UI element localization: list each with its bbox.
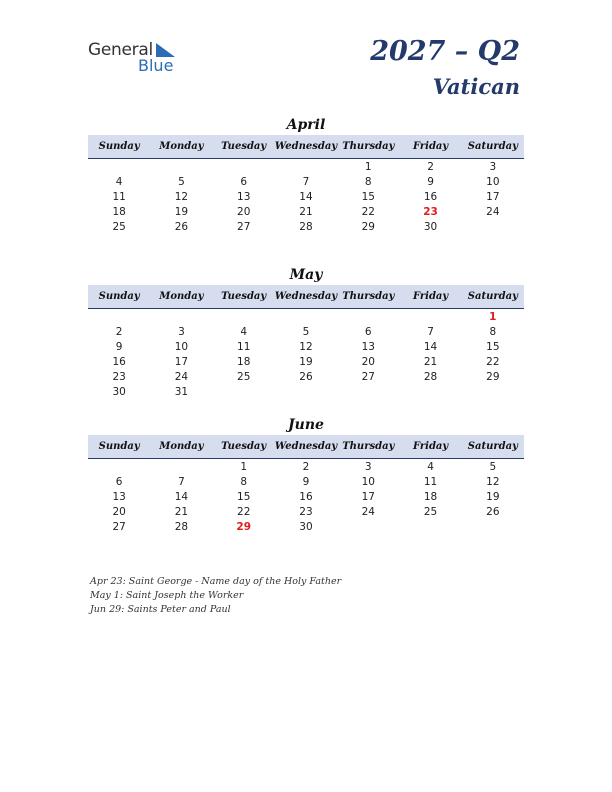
day-cell: 24 [174,370,189,383]
day-cell: 11 [112,190,126,203]
month-name: June [288,417,324,433]
day-cell: 12 [174,190,189,203]
week-row [88,384,524,399]
week-row [88,189,524,204]
weekday-label: Wednesday [274,291,338,302]
week-row [88,339,524,354]
day-cell: 12 [299,340,313,353]
day-cell: 17 [361,490,375,503]
generalblue-logo [88,40,188,80]
day-cell: 5 [178,175,185,188]
day-cell: 6 [115,475,123,488]
weekday-label: Thursday [342,441,395,452]
day-cell: 1 [364,160,372,173]
weekday-label: Wednesday [274,441,338,452]
weekday-label: Thursday [342,141,395,152]
weekday-header-row [88,285,524,309]
day-cell: 30 [423,220,438,233]
day-cell: 20 [237,205,251,218]
day-cell: 20 [361,355,375,368]
logo-text-blue: Blue [138,56,174,75]
day-cell: 8 [489,325,497,338]
weekday-label: Friday [412,441,449,452]
day-cell: 10 [361,475,375,488]
page-subtitle: Vatican [432,74,520,99]
day-cell: 1 [240,460,248,473]
day-cell: 28 [423,370,438,383]
day-cell: 27 [361,370,375,383]
day-cell: 30 [112,385,126,398]
week-row [88,219,524,234]
holiday-note: May 1: Saint Joseph the Worker [90,590,244,601]
month-calendar-april [88,115,524,234]
day-cell: 25 [112,220,126,233]
day-cell: 15 [361,190,375,203]
day-cell: 15 [237,490,251,503]
weekday-label: Monday [159,141,204,152]
holiday-day-cell: 29 [236,520,252,533]
page-title: 2027 – Q2 [370,36,520,67]
day-cell: 9 [115,340,123,353]
day-cell: 20 [112,505,126,518]
day-cell: 22 [361,205,375,218]
day-cell: 6 [240,175,248,188]
day-cell: 18 [237,355,251,368]
weekday-header-row [88,435,524,459]
day-cell: 22 [237,505,251,518]
month-name: May [289,267,323,283]
day-cell: 5 [302,325,310,338]
weekday-label: Saturday [467,141,518,152]
day-cell: 17 [174,355,189,368]
day-cell: 12 [486,475,500,488]
day-cell: 24 [361,505,375,518]
week-row [88,159,524,174]
day-cell: 9 [302,475,310,488]
day-cell: 18 [423,490,438,503]
week-row [88,324,524,339]
day-cell: 2 [427,160,434,173]
day-cell: 25 [237,370,251,383]
day-cell: 17 [486,190,500,203]
day-cell: 24 [486,205,500,218]
logo-text-general: General [88,40,153,60]
week-row [88,174,524,189]
weekday-label: Friday [412,141,449,152]
day-cell: 10 [174,340,189,353]
day-cell: 7 [427,325,434,338]
day-cell: 2 [115,325,123,338]
day-cell: 15 [486,340,500,353]
month-calendar-may [88,265,524,399]
day-cell: 4 [427,460,434,473]
day-cell: 29 [486,370,500,383]
week-row [88,489,524,504]
day-cell: 6 [364,325,372,338]
month-calendar-june [88,415,524,534]
day-cell: 23 [299,505,313,518]
day-cell: 5 [489,460,497,473]
day-cell: 10 [486,175,500,188]
day-cell: 19 [299,355,313,368]
day-cell: 18 [112,205,126,218]
week-row [88,459,524,474]
weekday-label: Thursday [342,291,395,302]
day-cell: 27 [112,520,126,533]
weekday-label: Tuesday [221,291,267,302]
week-row [88,369,524,384]
day-cell: 3 [489,160,497,173]
day-cell: 30 [299,520,313,533]
day-cell: 13 [112,490,126,503]
weekday-label: Monday [159,291,204,302]
weekday-label: Sunday [98,141,140,152]
week-row [88,309,524,324]
day-cell: 29 [361,220,375,233]
week-row [88,204,524,219]
day-cell: 13 [237,190,251,203]
day-cell: 19 [486,490,500,503]
day-cell: 27 [237,220,251,233]
day-cell: 11 [423,475,438,488]
weekday-label: Sunday [98,291,140,302]
day-cell: 7 [178,475,185,488]
day-cell: 21 [174,505,189,518]
day-cell: 14 [423,340,438,353]
weekday-label: Sunday [98,441,140,452]
day-cell: 9 [427,175,434,188]
day-cell: 7 [302,175,310,188]
day-cell: 4 [115,175,123,188]
holiday-day-cell: 1 [489,310,497,323]
weekday-header-row [88,135,524,159]
weekday-label: Saturday [467,441,518,452]
day-cell: 26 [486,505,500,518]
day-cell: 26 [174,220,189,233]
week-row [88,504,524,519]
holiday-note: Jun 29: Saints Peter and Paul [90,604,231,615]
holiday-note: Apr 23: Saint George - Name day of the Holy Father [90,576,342,587]
month-name: April [286,117,326,133]
week-row [88,474,524,489]
weekday-label: Wednesday [274,141,338,152]
holiday-notes [90,575,341,617]
holiday-day-cell: 23 [423,205,438,218]
weekday-label: Monday [159,441,204,452]
day-cell: 13 [361,340,375,353]
day-cell: 21 [299,205,313,218]
day-cell: 16 [299,490,313,503]
day-cell: 25 [423,505,438,518]
day-cell: 8 [364,175,372,188]
day-cell: 23 [112,370,126,383]
day-cell: 14 [299,190,313,203]
day-cell: 3 [178,325,185,338]
day-cell: 16 [423,190,438,203]
day-cell: 28 [174,520,189,533]
day-cell: 11 [237,340,251,353]
weekday-label: Tuesday [221,141,267,152]
week-row [88,519,524,534]
day-cell: 28 [299,220,313,233]
day-cell: 26 [299,370,313,383]
day-cell: 22 [486,355,500,368]
weekday-label: Tuesday [221,441,267,452]
day-cell: 21 [423,355,438,368]
week-row [88,354,524,369]
day-cell: 14 [174,490,189,503]
day-cell: 4 [240,325,248,338]
weekday-label: Saturday [467,291,518,302]
day-cell: 3 [364,460,372,473]
day-cell: 2 [302,460,310,473]
day-cell: 8 [240,475,248,488]
day-cell: 19 [174,205,189,218]
day-cell: 16 [112,355,126,368]
day-cell: 31 [174,385,189,398]
weekday-label: Friday [412,291,449,302]
